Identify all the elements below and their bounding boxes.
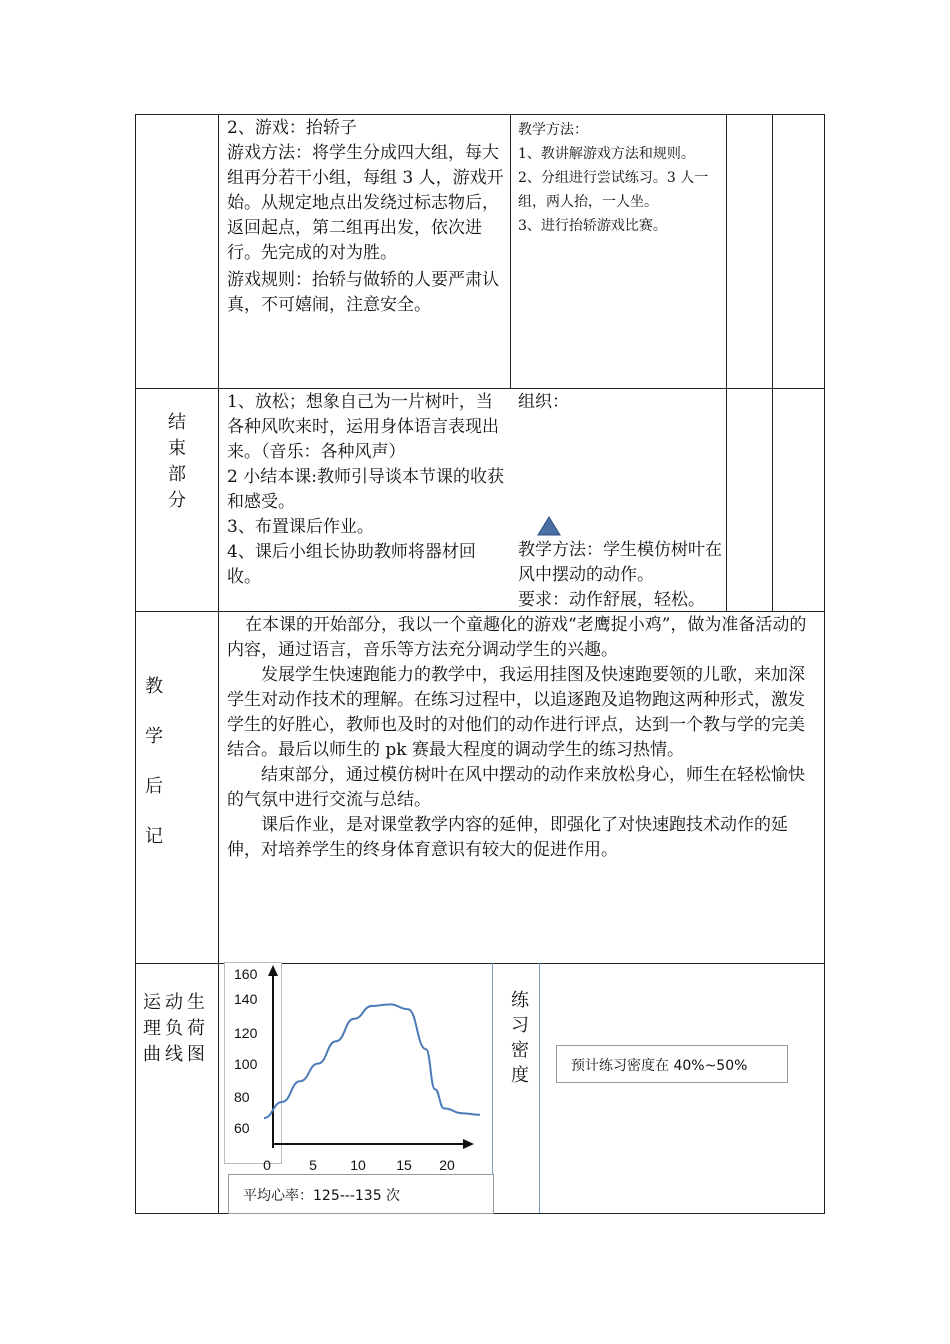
reflection-label: 教 学 后 记: [145, 676, 163, 847]
x-tick-label: 5: [309, 1157, 317, 1173]
methods-heading: 教学方法：: [518, 122, 588, 138]
ending-org-label: 组织：: [518, 392, 569, 412]
density-text: 预计练习密度在 40%~50%: [571, 1058, 748, 1074]
game-method: 游戏方法：将学生分成四大组，每大组再分若干小组，每组 3 人，游戏开始。从规定地点出发绕过标志物后，返回起点，第二组再出发，依次进行。先完成的对为胜。: [227, 143, 504, 263]
game-content: [227, 116, 505, 318]
reflection-text: [227, 613, 819, 863]
ending-method: 教学方法：学生模仿树叶在风中摆动的动作。: [518, 540, 722, 585]
method-item-1: 1、教讲解游戏方法和规则。: [518, 146, 695, 162]
y-tick-label: 140: [234, 991, 258, 1007]
reflection-paragraph-2: 发展学生快速跑能力的教学中，我运用挂图及快速跑要领的儿歌，来加深学生对动作技术的理解。在练习过程中，以追逐跑及追物跑这两种形式，激发学生的好胜心，教师也及时的对他们的动作进行评点，达到一个教与学的完美结合。最后以师生的 pk 赛最大程度的调动学生的练习热情。: [227, 665, 805, 760]
load-curve-label: 运动生理负荷曲线图: [143, 992, 209, 1065]
game-teaching-methods: [518, 118, 723, 238]
x-tick-label: 20: [439, 1157, 455, 1173]
reflection-paragraph-1: 在本课的开始部分，我以一个童趣化的游戏“老鹰捉小鸡”，做为准备活动的内容，通过语言，音乐等方法充分调动学生的兴趣。: [227, 615, 807, 660]
y-tick-label: 60: [234, 1120, 250, 1136]
ending-method-text: [518, 538, 723, 613]
ending-content: [227, 390, 507, 590]
x-tick-label: 15: [396, 1157, 412, 1173]
method-item-3: 3、进行抬轿游戏比赛。: [518, 218, 667, 234]
game-rules: 游戏规则：抬轿与做轿的人要严肃认真，不可嬉闹，注意安全。: [227, 270, 499, 315]
formation-triangle-icon: [537, 516, 561, 536]
table-top-border: [135, 114, 825, 115]
ending-item-2: 2 小结本课:教师引导谈本节课的收获和感受。: [227, 467, 504, 512]
ending-label: 结 束 部 分: [168, 412, 186, 511]
load-row-divider-b: [539, 963, 540, 1213]
ending-item-3: 3、布置课后作业。: [227, 517, 374, 537]
content-method-divider: [510, 114, 511, 388]
y-axis-arrow: [268, 965, 278, 976]
avg-heart-rate-box: [228, 1174, 494, 1214]
heart-rate-curve: [264, 1004, 480, 1118]
y-tick-label: 160: [234, 966, 258, 982]
method-item-2: 2、分组进行尝试练习。3 人一组，两人抬，一人坐。: [518, 170, 709, 210]
heart-rate-chart: [224, 962, 490, 1174]
reflection-paragraph-4: 课后作业，是对课堂教学内容的延伸，即强化了对快速跑技术动作的延伸，对培养学生的终身体育意识有较大的促进作用。: [227, 815, 788, 860]
row-divider-1: [135, 388, 825, 389]
reflection-paragraph-3: 结束部分，通过模仿树叶在风中摆动的动作来放松身心，师生在轻松愉快的气氛中进行交流与总结。: [227, 765, 805, 810]
table-left-border: [135, 114, 136, 1214]
y-tick-label: 100: [234, 1056, 258, 1072]
ending-requirement: 要求：动作舒展，轻松。: [518, 590, 705, 610]
game-title: 2、游戏：抬轿子: [227, 118, 357, 138]
x-tick-label: 10: [350, 1157, 366, 1173]
y-tick-label: 120: [234, 1025, 258, 1041]
ending-item-4: 4、课后小组长协助教师将器材回收。: [227, 542, 476, 587]
density-label: 练 习 密 度: [511, 990, 529, 1086]
table-right-border: [824, 114, 825, 1214]
x-tick-label: 0: [263, 1157, 271, 1173]
avg-heart-rate: 平均心率：125---135 次: [243, 1188, 401, 1204]
ending-item-1: 1、放松；想象自己为一片树叶，当各种风吹来时，运用身体语言表现出来。（音乐：各种风声）: [227, 392, 499, 462]
density-box: [556, 1045, 788, 1083]
label-column-divider: [218, 114, 219, 1214]
method-col-divider-b: [772, 114, 773, 611]
y-tick-label: 80: [234, 1089, 250, 1105]
x-axis-arrow: [463, 1139, 474, 1149]
method-col-divider-a: [726, 114, 727, 611]
